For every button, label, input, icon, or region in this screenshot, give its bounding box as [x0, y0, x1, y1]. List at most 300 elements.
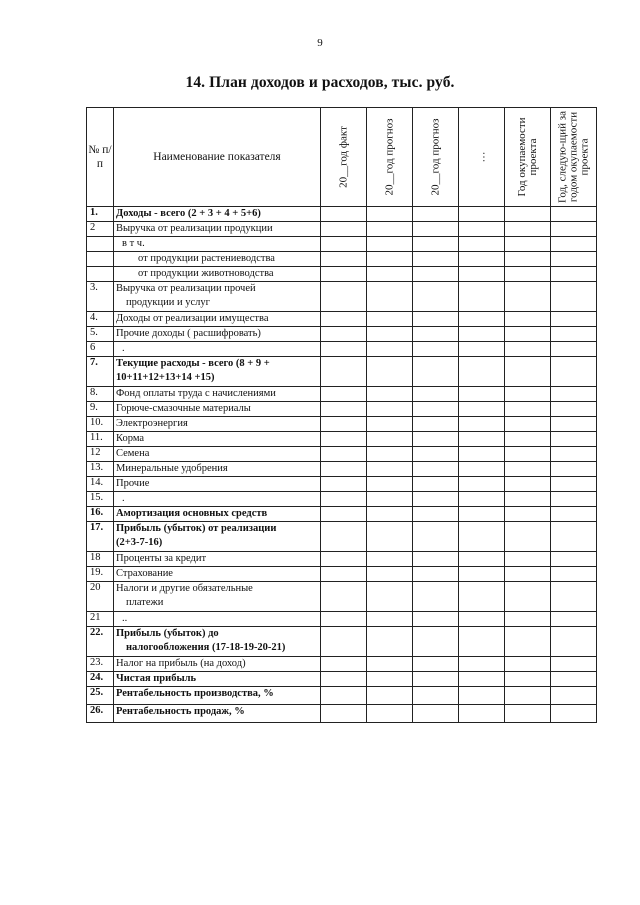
value-cell[interactable]	[459, 222, 505, 237]
value-cell[interactable]	[321, 327, 367, 342]
row-label: Страхование	[116, 568, 173, 579]
row-indicator-name	[114, 342, 321, 357]
value-cell[interactable]	[459, 252, 505, 267]
table-body	[87, 207, 597, 723]
row-number: 23.	[87, 657, 114, 672]
value-cell[interactable]	[367, 237, 413, 252]
value-cell[interactable]	[459, 342, 505, 357]
row-number: 16.	[87, 507, 114, 522]
value-cell[interactable]	[321, 357, 367, 387]
value-cell[interactable]	[505, 672, 551, 687]
value-cell[interactable]	[321, 507, 367, 522]
header-year-forecast-2-label: 20__год прогноз	[429, 118, 441, 196]
value-cell[interactable]	[551, 462, 597, 477]
value-cell[interactable]	[505, 222, 551, 237]
value-cell[interactable]	[505, 582, 551, 612]
value-cell[interactable]	[367, 507, 413, 522]
value-cell[interactable]	[551, 447, 597, 462]
table-row	[87, 705, 597, 723]
row-number: 7.	[87, 357, 114, 387]
value-cell[interactable]	[321, 462, 367, 477]
row-number: 19.	[87, 567, 114, 582]
value-cell[interactable]	[459, 582, 505, 612]
value-cell[interactable]	[321, 222, 367, 237]
table-row	[87, 222, 597, 237]
table-row	[87, 522, 597, 552]
value-cell[interactable]	[551, 507, 597, 522]
row-number: 9.	[87, 402, 114, 417]
value-cell[interactable]	[413, 252, 459, 267]
value-cell[interactable]	[505, 522, 551, 552]
row-number: 15.	[87, 492, 114, 507]
row-label: Горюче-смазочные материалы	[116, 403, 251, 414]
value-cell[interactable]	[459, 447, 505, 462]
table-row	[87, 672, 597, 687]
row-number: 22.	[87, 627, 114, 657]
value-cell[interactable]	[551, 687, 597, 705]
table-row	[87, 627, 597, 657]
value-cell[interactable]	[367, 672, 413, 687]
value-cell[interactable]	[459, 282, 505, 312]
row-label: Прочие	[116, 478, 150, 489]
table-row	[87, 507, 597, 522]
row-number: 25.	[87, 687, 114, 705]
value-cell[interactable]	[505, 627, 551, 657]
value-cell[interactable]	[551, 222, 597, 237]
row-label: Корма	[116, 433, 145, 444]
row-label-continued: платежи	[126, 597, 164, 608]
value-cell[interactable]	[413, 657, 459, 672]
row-number: 3.	[87, 282, 114, 312]
value-cell[interactable]	[459, 672, 505, 687]
value-cell[interactable]	[551, 282, 597, 312]
value-cell[interactable]	[459, 507, 505, 522]
value-cell[interactable]	[459, 432, 505, 447]
row-label: Доходы от реализации имущества	[116, 313, 269, 324]
document-title: 14. План доходов и расходов, тыс. руб.	[185, 74, 455, 91]
table-row	[87, 267, 597, 282]
row-label: Амортизация основных средств	[116, 508, 268, 519]
value-cell[interactable]	[321, 207, 367, 222]
value-cell[interactable]	[321, 447, 367, 462]
value-cell[interactable]	[413, 207, 459, 222]
row-label: Рентабельность продаж, %	[116, 706, 245, 717]
table-row	[87, 402, 597, 417]
header-ellipsis-label: …	[475, 151, 487, 163]
value-cell[interactable]	[505, 657, 551, 672]
value-cell[interactable]	[505, 342, 551, 357]
table-header-row	[87, 108, 597, 207]
value-cell[interactable]	[505, 237, 551, 252]
table-row	[87, 282, 597, 312]
value-cell[interactable]	[321, 552, 367, 567]
value-cell[interactable]	[367, 447, 413, 462]
row-indicator-name	[114, 207, 321, 222]
value-cell[interactable]	[413, 552, 459, 567]
value-cell[interactable]	[551, 312, 597, 327]
value-cell[interactable]	[321, 342, 367, 357]
row-number: 11.	[87, 432, 114, 447]
value-cell[interactable]	[459, 237, 505, 252]
value-cell[interactable]	[459, 687, 505, 705]
value-cell[interactable]	[505, 387, 551, 402]
table-row	[87, 237, 597, 252]
value-cell[interactable]	[413, 612, 459, 627]
row-label: от продукции животноводства	[138, 268, 274, 279]
row-indicator-name	[114, 327, 321, 342]
row-indicator-name	[114, 432, 321, 447]
value-cell[interactable]	[459, 417, 505, 432]
value-cell[interactable]	[459, 207, 505, 222]
value-cell[interactable]	[505, 477, 551, 492]
value-cell[interactable]	[505, 267, 551, 282]
row-indicator-name	[114, 567, 321, 582]
table-row	[87, 582, 597, 612]
row-indicator-name	[114, 507, 321, 522]
row-indicator-name	[114, 672, 321, 687]
value-cell[interactable]	[367, 582, 413, 612]
value-cell[interactable]	[413, 582, 459, 612]
row-label: Рентабельность производства, %	[116, 688, 274, 699]
value-cell[interactable]	[367, 282, 413, 312]
value-cell[interactable]	[321, 387, 367, 402]
row-indicator-name	[114, 387, 321, 402]
table-row	[87, 417, 597, 432]
header-year-forecast-1-label: 20__год прогноз	[383, 118, 395, 196]
value-cell[interactable]	[459, 552, 505, 567]
value-cell[interactable]	[321, 252, 367, 267]
table-row	[87, 387, 597, 402]
row-number: 14.	[87, 477, 114, 492]
row-label-continued: налогообложения (17-18-19-20-21)	[126, 642, 286, 653]
value-cell[interactable]	[505, 207, 551, 222]
row-number: 13.	[87, 462, 114, 477]
value-cell[interactable]	[413, 237, 459, 252]
value-cell[interactable]	[413, 432, 459, 447]
row-label: Выручка от реализации прочей	[116, 283, 256, 294]
value-cell[interactable]	[505, 507, 551, 522]
row-label: Проценты за кредит	[116, 553, 207, 564]
value-cell[interactable]	[551, 477, 597, 492]
value-cell[interactable]	[367, 522, 413, 552]
value-cell[interactable]	[505, 432, 551, 447]
value-cell[interactable]	[505, 447, 551, 462]
value-cell[interactable]	[321, 687, 367, 705]
value-cell[interactable]	[551, 327, 597, 342]
value-cell[interactable]	[551, 672, 597, 687]
value-cell[interactable]	[367, 627, 413, 657]
value-cell[interactable]	[551, 657, 597, 672]
row-label: в т ч.	[122, 238, 145, 249]
value-cell[interactable]	[367, 567, 413, 582]
header-indicator-name: Наименование показателя	[114, 108, 321, 207]
row-indicator-name	[114, 462, 321, 477]
row-number: 5.	[87, 327, 114, 342]
value-cell[interactable]	[459, 627, 505, 657]
value-cell[interactable]	[505, 612, 551, 627]
value-cell[interactable]	[551, 492, 597, 507]
value-cell[interactable]	[459, 705, 505, 723]
row-indicator-name	[114, 222, 321, 237]
row-indicator-name	[114, 282, 321, 312]
value-cell[interactable]	[413, 357, 459, 387]
value-cell[interactable]	[367, 252, 413, 267]
row-label: Чистая прибыль	[116, 673, 197, 684]
table-row	[87, 342, 597, 357]
value-cell[interactable]	[459, 402, 505, 417]
value-cell[interactable]	[459, 312, 505, 327]
value-cell[interactable]	[459, 657, 505, 672]
value-cell[interactable]	[459, 462, 505, 477]
value-cell[interactable]	[505, 705, 551, 723]
value-cell[interactable]	[551, 207, 597, 222]
row-indicator-name	[114, 447, 321, 462]
row-number: 12	[87, 447, 114, 462]
value-cell[interactable]	[321, 417, 367, 432]
value-cell[interactable]	[321, 705, 367, 723]
row-number: 8.	[87, 387, 114, 402]
table-row	[87, 327, 597, 342]
row-indicator-name	[114, 552, 321, 567]
value-cell[interactable]	[413, 627, 459, 657]
row-indicator-name	[114, 687, 321, 705]
table-row	[87, 312, 597, 327]
value-cell[interactable]	[505, 417, 551, 432]
value-cell[interactable]	[367, 222, 413, 237]
row-number: 6	[87, 342, 114, 357]
value-cell[interactable]	[505, 462, 551, 477]
value-cell[interactable]	[321, 522, 367, 552]
table-row	[87, 432, 597, 447]
row-number: 2	[87, 222, 114, 237]
row-label: Прибыль (убыток) от реализации	[116, 523, 277, 534]
row-indicator-name	[114, 252, 321, 267]
value-cell[interactable]	[321, 267, 367, 282]
value-cell[interactable]	[551, 417, 597, 432]
row-indicator-name	[114, 582, 321, 612]
row-number: 20	[87, 582, 114, 612]
value-cell[interactable]	[321, 477, 367, 492]
row-label: Доходы - всего (2 + 3 + 4 + 5+6)	[116, 208, 261, 219]
value-cell[interactable]	[413, 312, 459, 327]
row-label: Выручка от реализации продукции	[116, 223, 273, 234]
header-year-fact-label: 20__год факт	[337, 126, 349, 188]
row-label: Налоги и другие обязательные	[116, 583, 253, 594]
row-number: 17.	[87, 522, 114, 552]
value-cell[interactable]	[459, 522, 505, 552]
row-indicator-name	[114, 357, 321, 387]
value-cell[interactable]	[367, 705, 413, 723]
value-cell[interactable]	[505, 252, 551, 267]
value-cell[interactable]	[413, 462, 459, 477]
value-cell[interactable]	[321, 612, 367, 627]
value-cell[interactable]	[505, 492, 551, 507]
header-ellipsis	[459, 108, 505, 207]
value-cell[interactable]	[321, 657, 367, 672]
value-cell[interactable]	[367, 312, 413, 327]
value-cell[interactable]	[551, 432, 597, 447]
value-cell[interactable]	[413, 687, 459, 705]
value-cell[interactable]	[321, 567, 367, 582]
value-cell[interactable]	[413, 492, 459, 507]
value-cell[interactable]	[459, 387, 505, 402]
value-cell[interactable]	[413, 507, 459, 522]
row-indicator-name	[114, 477, 321, 492]
value-cell[interactable]	[413, 417, 459, 432]
row-number: 4.	[87, 312, 114, 327]
value-cell[interactable]	[413, 477, 459, 492]
row-label: Минеральные удобрения	[116, 463, 228, 474]
table-row	[87, 252, 597, 267]
value-cell[interactable]	[367, 267, 413, 282]
value-cell[interactable]	[505, 552, 551, 567]
value-cell[interactable]	[459, 267, 505, 282]
table-row	[87, 357, 597, 387]
value-cell[interactable]	[367, 342, 413, 357]
value-cell[interactable]	[413, 402, 459, 417]
header-year-forecast-1	[367, 108, 413, 207]
value-cell[interactable]	[413, 327, 459, 342]
row-indicator-name	[114, 705, 321, 723]
value-cell[interactable]	[459, 327, 505, 342]
row-label: от продукции растениеводства	[138, 253, 275, 264]
row-label: Фонд оплаты труда с начислениями	[116, 388, 276, 399]
value-cell[interactable]	[367, 207, 413, 222]
row-label: Налог на прибыль (на доход)	[116, 658, 246, 669]
value-cell[interactable]	[459, 567, 505, 582]
row-label: .	[122, 493, 125, 504]
table-row	[87, 657, 597, 672]
value-cell[interactable]	[505, 687, 551, 705]
value-cell[interactable]	[505, 357, 551, 387]
row-label: Текущие расходы - всего (8 + 9 +	[116, 358, 270, 369]
row-indicator-name	[114, 627, 321, 657]
value-cell[interactable]	[367, 552, 413, 567]
header-number: № п/п	[87, 108, 114, 207]
row-label: Прибыль (убыток) до	[116, 628, 219, 639]
row-number: 26.	[87, 705, 114, 723]
table-row	[87, 462, 597, 477]
value-cell[interactable]	[551, 387, 597, 402]
value-cell[interactable]	[459, 492, 505, 507]
value-cell[interactable]	[551, 705, 597, 723]
value-cell[interactable]	[413, 705, 459, 723]
row-number: 18	[87, 552, 114, 567]
row-label-continued: продукции и услуг	[126, 297, 210, 308]
value-cell[interactable]	[367, 417, 413, 432]
value-cell[interactable]	[367, 327, 413, 342]
value-cell[interactable]	[459, 357, 505, 387]
value-cell[interactable]	[413, 672, 459, 687]
value-cell[interactable]	[321, 237, 367, 252]
row-indicator-name	[114, 237, 321, 252]
value-cell[interactable]	[413, 267, 459, 282]
value-cell[interactable]	[367, 402, 413, 417]
value-cell[interactable]	[459, 477, 505, 492]
value-cell[interactable]	[551, 552, 597, 567]
header-payback-year	[505, 108, 551, 207]
value-cell[interactable]	[367, 687, 413, 705]
value-cell[interactable]	[367, 432, 413, 447]
row-label: Семена	[116, 448, 150, 459]
value-cell[interactable]	[321, 672, 367, 687]
value-cell[interactable]	[321, 432, 367, 447]
value-cell[interactable]	[413, 567, 459, 582]
value-cell[interactable]	[413, 222, 459, 237]
row-indicator-name	[114, 312, 321, 327]
table-row	[87, 687, 597, 705]
row-number: 21	[87, 612, 114, 627]
value-cell[interactable]	[505, 402, 551, 417]
value-cell[interactable]	[551, 612, 597, 627]
value-cell[interactable]	[367, 387, 413, 402]
value-cell[interactable]	[551, 402, 597, 417]
table-row	[87, 207, 597, 222]
value-cell[interactable]	[551, 267, 597, 282]
value-cell[interactable]	[367, 357, 413, 387]
row-number	[87, 267, 114, 282]
value-cell[interactable]	[505, 327, 551, 342]
row-indicator-name	[114, 522, 321, 552]
value-cell[interactable]	[551, 582, 597, 612]
value-cell[interactable]	[413, 447, 459, 462]
value-cell[interactable]	[321, 492, 367, 507]
value-cell[interactable]	[459, 612, 505, 627]
page-number: 9	[317, 37, 323, 49]
value-cell[interactable]	[413, 282, 459, 312]
header-year-fact	[321, 108, 367, 207]
value-cell[interactable]	[321, 312, 367, 327]
row-label: .	[122, 343, 125, 354]
value-cell[interactable]	[367, 462, 413, 477]
value-cell[interactable]	[551, 237, 597, 252]
row-number: 10.	[87, 417, 114, 432]
row-indicator-name	[114, 402, 321, 417]
value-cell[interactable]	[321, 282, 367, 312]
value-cell[interactable]	[551, 522, 597, 552]
value-cell[interactable]	[413, 387, 459, 402]
value-cell[interactable]	[321, 402, 367, 417]
row-number: 24.	[87, 672, 114, 687]
row-label: ..	[122, 613, 128, 624]
header-year-forecast-2	[413, 108, 459, 207]
value-cell[interactable]	[413, 342, 459, 357]
row-indicator-name	[114, 657, 321, 672]
value-cell[interactable]	[413, 522, 459, 552]
row-label-continued: 10+11+12+13+14 +15)	[116, 372, 215, 383]
value-cell[interactable]	[367, 612, 413, 627]
value-cell[interactable]	[505, 312, 551, 327]
value-cell[interactable]	[321, 627, 367, 657]
table-row	[87, 492, 597, 507]
value-cell[interactable]	[551, 252, 597, 267]
row-number	[87, 252, 114, 267]
value-cell[interactable]	[321, 582, 367, 612]
row-label: Электроэнергия	[116, 418, 188, 429]
row-indicator-name	[114, 612, 321, 627]
value-cell[interactable]	[367, 492, 413, 507]
value-cell[interactable]	[551, 567, 597, 582]
value-cell[interactable]	[367, 477, 413, 492]
value-cell[interactable]	[367, 657, 413, 672]
value-cell[interactable]	[505, 282, 551, 312]
value-cell[interactable]	[505, 567, 551, 582]
value-cell[interactable]	[551, 357, 597, 387]
value-cell[interactable]	[551, 342, 597, 357]
value-cell[interactable]	[551, 627, 597, 657]
header-after-payback-year	[551, 108, 597, 207]
row-indicator-name	[114, 267, 321, 282]
